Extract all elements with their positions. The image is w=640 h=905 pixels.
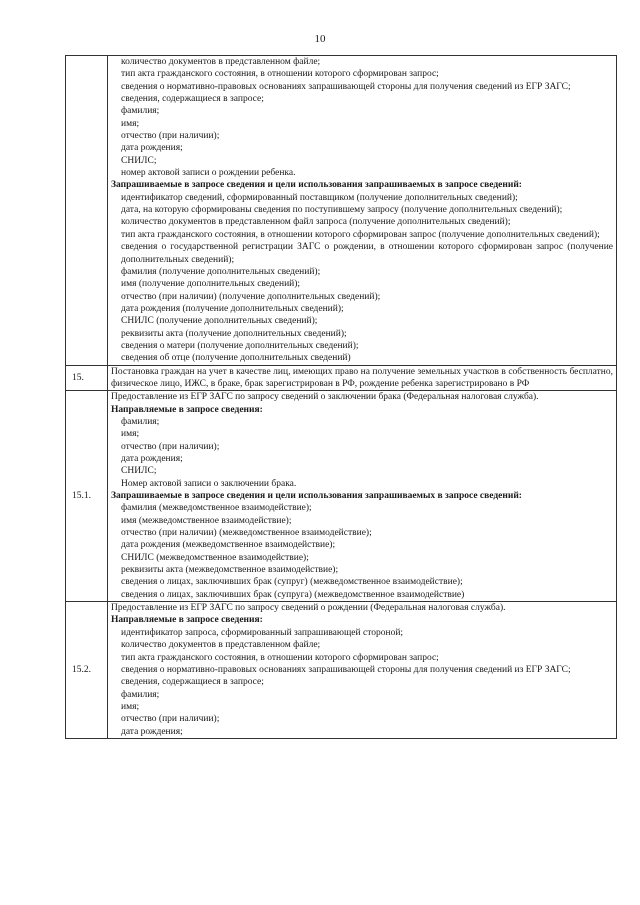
item-number: 15.1.: [66, 391, 108, 602]
text-line: дата рождения;: [121, 143, 183, 154]
item-number: 15.2.: [66, 602, 108, 739]
text-line: сведения о нормативно-правовых основаниях запрашивающей стороны для получения сведений из ЕГР ЗАГС;: [121, 81, 571, 92]
text-line: реквизиты акта (межведомственное взаимодействие);: [121, 565, 339, 576]
text-line: тип акта гражданского состояния, в отношении которого сформирован запрос (получение дополнительных сведений);: [121, 229, 600, 240]
text-line: СНИЛС;: [121, 155, 157, 166]
section-heading: Запрашиваемые в запросе сведения и цели использования запрашиваемых в запросе сведений:: [111, 180, 522, 191]
item-number: [66, 56, 108, 366]
text-line: имя (межведомственное взаимодействие);: [121, 515, 292, 526]
text-line: сведения о нормативно-правовых основаниях запрашивающей стороны для получения сведений из ЕГР ЗАГС;: [121, 664, 571, 675]
text-line: отчество (при наличии);: [121, 131, 220, 142]
text-line: имя;: [121, 701, 140, 712]
text-line: количество документов в представленном файле;: [121, 640, 321, 651]
section-heading: Направляемые в запросе сведения:: [111, 404, 263, 415]
item-content: [108, 391, 617, 602]
text-line: сведения об отце (получение дополнительных сведений): [121, 353, 351, 364]
text-line: тип акта гражданского состояния, в отношении которого сформирован запрос;: [121, 69, 439, 80]
text-line: СНИЛС (получение дополнительных сведений);: [121, 316, 318, 327]
text-line: отчество (при наличии) (получение дополнительных сведений);: [121, 291, 381, 302]
item-number: 15.: [66, 365, 108, 391]
text-line: фамилия;: [121, 416, 160, 427]
text-line: отчество (при наличии);: [121, 714, 220, 725]
text-line: имя;: [121, 429, 140, 440]
text-line: Предоставление из ЕГР ЗАГС по запросу сведений о заключении брака (Федеральная налоговая служба).: [111, 392, 539, 403]
text-line: дата рождения;: [121, 726, 183, 737]
text-line: сведения о лицах, заключивших брак (супруга) (межведомственное взаимодействие): [121, 589, 465, 600]
text-line: дата, на которую сформированы сведения по поступившему запросу (получение дополнительных сведений);: [121, 205, 563, 216]
document-table: [65, 55, 617, 739]
text-line: количество документов в представленном файл запроса (получение дополнительных сведений);: [121, 217, 511, 228]
item-content: [108, 365, 617, 391]
text-line: идентификатор запроса, сформированный запрашивающей стороной;: [121, 627, 404, 638]
text-line: сведения о государственной регистрации ЗАГС о рождении, в отношении которого сформирован запрос (получение дополнительных сведений);: [121, 242, 613, 265]
text-line: фамилия;: [121, 689, 160, 700]
table-row: [66, 602, 617, 739]
text-line: сведения о лицах, заключивших брак (супруг) (межведомственное взаимодействие);: [121, 577, 463, 588]
text-line: сведения, содержащиеся в запросе;: [121, 94, 264, 105]
text-line: дата рождения;: [121, 454, 183, 464]
item-content: [108, 602, 617, 739]
section-heading: Запрашиваемые в запросе сведения и цели использования запрашиваемых в запросе сведений:: [111, 491, 522, 502]
text-line: имя (получение дополнительных сведений);: [121, 279, 301, 290]
text-line: Постановка граждан на учет в качестве лиц, имеющих право на получение земельных участков в собственность бесплатно, физическое лицо, ИЖС, в браке, брак зарегистрирован в РФ, рождение ребенка зарегистрировано в РФ: [111, 366, 613, 389]
text-line: фамилия;: [121, 106, 160, 117]
text-line: сведения, содержащиеся в запросе;: [121, 677, 264, 688]
text-line: фамилия (получение дополнительных сведений);: [121, 266, 321, 277]
text-line: СНИЛС (межведомственное взаимодействие);: [121, 552, 309, 563]
text-line: сведения о матери (получение дополнительных сведений);: [121, 340, 359, 351]
text-line: дата рождения (получение дополнительных сведений);: [121, 303, 344, 314]
text-line: тип акта гражданского состояния, в отношении которого сформирован запрос;: [121, 652, 439, 663]
page-number: 10: [314, 33, 326, 45]
item-content: [108, 56, 617, 366]
table-row: [66, 56, 617, 366]
text-line: Номер актовой записи о заключении брака.: [121, 478, 297, 489]
text-line: дата рождения (межведомственное взаимодействие);: [121, 540, 336, 551]
text-line: Предоставление из ЕГР ЗАГС по запросу сведений о рождении (Федеральная налоговая служба).: [111, 603, 506, 614]
text-line: реквизиты акта (получение дополнительных сведений);: [121, 328, 347, 339]
text-line: СНИЛС;: [121, 466, 157, 477]
text-line: идентификатор сведений, сформированный поставщиком (получение дополнительных сведений);: [121, 192, 518, 203]
section-heading: Направляемые в запросе сведения:: [111, 615, 263, 626]
text-line: номер актовой записи о рождении ребенка.: [121, 168, 296, 179]
text-line: фамилия (межведомственное взаимодействие);: [121, 503, 312, 514]
text-line: имя;: [121, 118, 140, 129]
table-row: [66, 365, 617, 391]
text-line: отчество (при наличии);: [121, 441, 220, 452]
text-line: количество документов в представленном файле;: [121, 57, 321, 67]
table-row: [66, 391, 617, 602]
text-line: отчество (при наличии) (межведомственное взаимодействие);: [121, 528, 372, 539]
